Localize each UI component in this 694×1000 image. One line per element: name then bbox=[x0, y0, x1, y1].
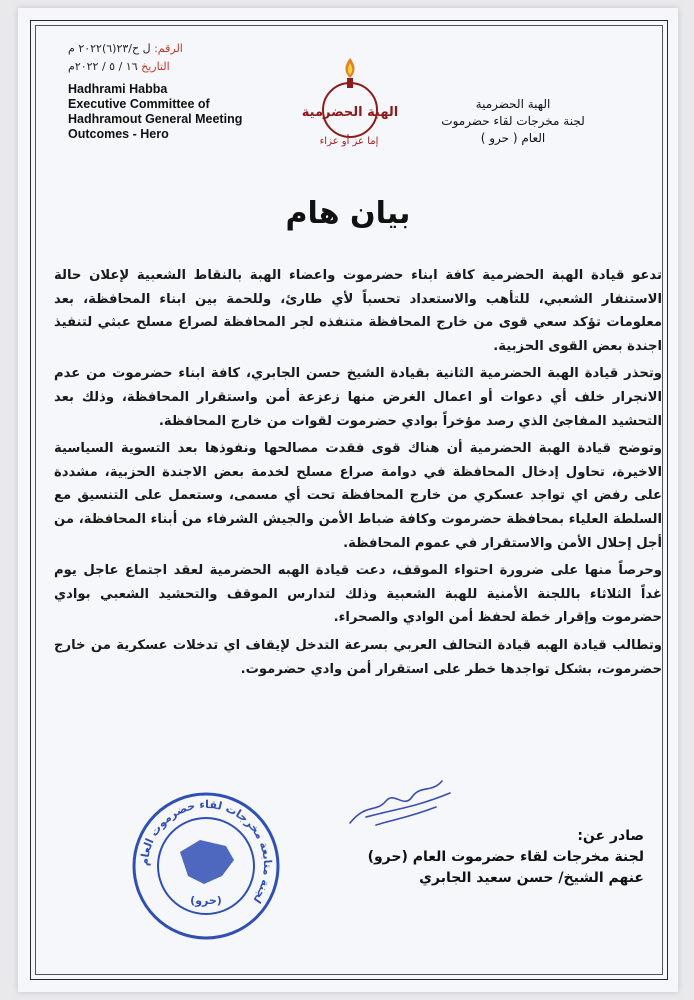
reference-label: الرقم: bbox=[154, 42, 183, 55]
document-page bbox=[18, 8, 678, 992]
issued-by-block bbox=[344, 826, 644, 889]
document-title: بيان هام bbox=[285, 196, 411, 231]
english-name-line: Outcomes - Hero bbox=[68, 127, 169, 141]
issued-label: صادر عن: bbox=[577, 828, 644, 844]
document-date bbox=[68, 58, 278, 76]
handwritten-signature bbox=[346, 773, 456, 833]
body-paragraph: وتطالب قيادة الهبه قيادة التحالف العربي بسرعة التدخل لإيقاف اي تدخلات عسكرية من خارج حضرموت، بشكل تواجدها خطر على استقرار أمن وادي حضرموت. bbox=[54, 637, 662, 677]
stamp-ring-text: لجنة متابعة مخرجات لقاء حضرموت العام bbox=[137, 797, 275, 906]
logo-motto: إما عز أو عزاء bbox=[319, 136, 379, 147]
english-name-line: Executive Committee of bbox=[68, 97, 210, 111]
header-left bbox=[68, 40, 278, 142]
reference-value: ل ح/٢٣(٦)٢٠٢٢ م bbox=[68, 42, 151, 55]
issued-signatory: عنهم الشيخ/ حسن سعيد الجابري bbox=[419, 870, 644, 886]
english-name-line: Hadhrami Habba bbox=[68, 82, 168, 96]
reference-number bbox=[68, 40, 278, 58]
body-paragraph: وتحذر قيادة الهبة الحضرمية الثانية بقيادة الشيخ حسن الجابري، كافة ابناء حضرموت من عدم الانجرار خلف أي دعوات أو اعمال الغرض منها زعزعة أمن واستقرار المحافظة، وذلك بعد التحشيد المفاجئ الذي رصد مؤخراً بوادي حضرموت لقوات من خارج المحافظة. bbox=[54, 366, 662, 429]
english-name-line: Hadhramout General Meeting bbox=[68, 112, 243, 126]
english-org-name bbox=[68, 82, 278, 142]
arabic-name-line: لجنة مخرجات لقاء حضرموت bbox=[441, 114, 585, 128]
header-right bbox=[438, 96, 588, 147]
stamp-center-text: (حرو) bbox=[190, 894, 222, 907]
body-paragraph: وحرصاً منها على ضرورة احتواء الموقف، دعت قيادة الهبه الحضرمية لعقد اجتماع عاجل يوم غداً الثلاثاء باللجنة الأمنية للهبة الشعبية وذلك لتدارس الموقف والتحشيد الشعبي بوادي حضرموت وإقرار خطة لحفظ أمن الوادي والصحراء. bbox=[54, 563, 662, 626]
logo-text: الهبة الحضرمية bbox=[301, 105, 399, 120]
stamp-map-icon bbox=[180, 840, 234, 884]
date-value: ١٦ / ٥ / ٢٠٢٢م bbox=[68, 60, 138, 73]
body-paragraph: تدعو قيادة الهبة الحضرمية كافة ابناء حضرموت واعضاء الهبة بالنقاط الشعبية لإعلان حالة الاستنفار الشعبي، للتأهب والاستعداد تحسباً لأي طارئ، وللحمة بين ابناء المحافظة، بعد معلومات تؤكد سعي قوى من خارج المحافظة متنفذه لجر المحافظة لصراع مسلح عبثي لتنفيذ اجندة بعض القوى الحزبية. bbox=[54, 268, 662, 354]
body-paragraph: وتوضح قيادة الهبة الحضرمية أن هناك قوى فقدت مصالحها ونفوذها بعد التسوية السياسية الاخيرة، تحاول إدخال المحافظة في دوامة صراع مسلح لخدمة بعض الاجندة الحزبية، مشددة على رفض اي تواجد عسكري من خارج المحافظة تحت أي مسمى، وستعمل على التنسيق مع السلطة العلياء بمحافظة حضرموت وكافة ضباط الأمن والجيش الشرفاء من أبناء المحافظة، من أجل إحلال الأمن والاستقرار في عموم المحافظة. bbox=[54, 441, 662, 551]
statement-body bbox=[54, 264, 662, 685]
arabic-name-line: العام ( حرو ) bbox=[480, 131, 546, 145]
date-label: التاريخ bbox=[141, 60, 170, 73]
habba-logo bbox=[301, 50, 399, 150]
official-stamp bbox=[130, 790, 282, 942]
issued-org: لجنة مخرجات لقاء حضرموت العام (حرو) bbox=[367, 849, 644, 865]
arabic-name-line: الهبة الحضرمية bbox=[475, 97, 551, 111]
